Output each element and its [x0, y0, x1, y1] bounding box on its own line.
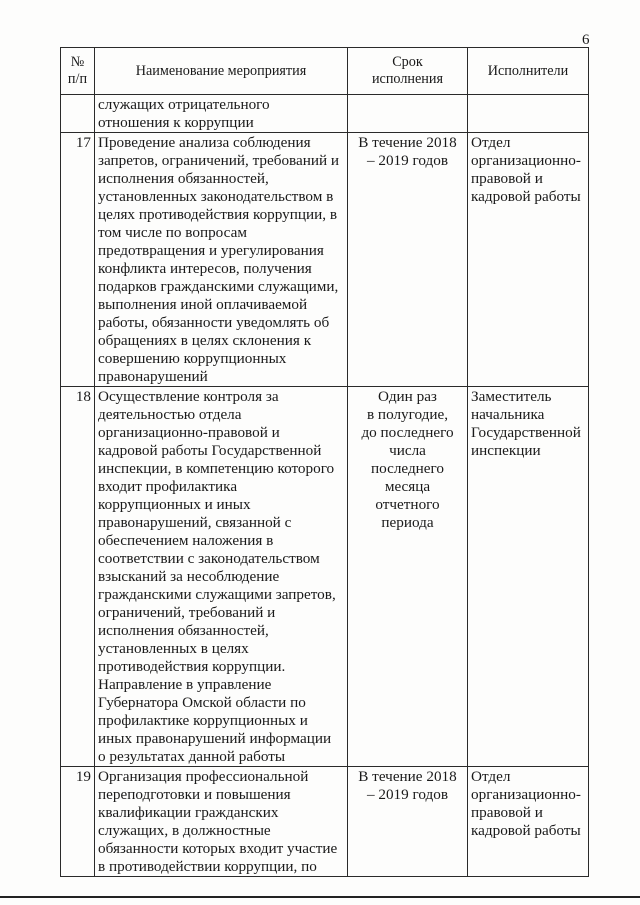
table-body	[61, 95, 589, 877]
measure-name-line: Организация профессиональной	[98, 768, 309, 785]
measure-name-line: предотвращения и урегулирования	[98, 242, 324, 259]
measure-name-line: Направление в управление	[98, 676, 272, 693]
executors-line: Заместитель	[471, 388, 552, 405]
measure-name-line: правонарушений	[98, 368, 208, 385]
executors-cell	[468, 133, 589, 387]
deadline-cell	[348, 767, 468, 877]
measure-name-line: запретов, ограничений, требований и	[98, 152, 340, 169]
measure-name-line: конфликта интересов, получения	[98, 260, 312, 277]
deadline-cell	[348, 387, 468, 767]
header-exec	[468, 48, 589, 95]
measure-name-line: обязанности которых входит участие	[98, 840, 338, 857]
executors-cell	[468, 767, 589, 877]
measure-name-line: в противодействии коррупции, по	[98, 858, 317, 875]
measure-name-line: входит профилактика	[98, 478, 238, 495]
executors-line: Отдел	[471, 134, 511, 151]
measure-name-line: установленных в целях	[98, 640, 249, 657]
executors-cell	[468, 387, 589, 767]
executors-line: кадровой работы	[471, 822, 581, 839]
header-name-line: Наименование мероприятия	[135, 62, 307, 79]
measure-name-line: Губернатора Омской области по	[98, 694, 306, 711]
measure-name-line: Проведение анализа соблюдения	[98, 134, 311, 151]
table-row	[61, 133, 589, 387]
row-number: 19	[61, 767, 95, 877]
deadline-line: В течение 2018	[358, 134, 457, 151]
deadline-line: в полугодие,	[366, 406, 449, 423]
measure-name-line: установленных законодательством в	[98, 188, 334, 205]
measure-name-line: противодействия коррупции.	[98, 658, 286, 675]
measure-name-line: ограничений, требований и	[98, 604, 276, 621]
executors-line: кадровой работы	[471, 188, 581, 205]
executors-line: организационно-	[471, 152, 581, 169]
deadline-cell	[348, 95, 468, 133]
deadline-line: отчетного	[375, 496, 440, 513]
measure-name-line: исполнения обязанностей,	[98, 170, 269, 187]
bottom-scan-border	[0, 896, 640, 898]
header-num-line: №	[70, 54, 85, 70]
deadline-line: последнего	[370, 460, 444, 477]
executors-cell	[468, 95, 589, 133]
executors-line: организационно-	[471, 786, 581, 803]
measure-name-line: работы, обязанности уведомлять об	[98, 314, 330, 331]
measure-name-line: целях противодействия коррупции, в	[98, 206, 338, 223]
measure-name-line: выполнения иной оплачиваемой	[98, 296, 308, 313]
executors-line: правовой и	[471, 170, 543, 187]
measure-name-line: подарков гражданскими служащими,	[98, 278, 339, 295]
measure-name-line: правонарушений, связанной с	[98, 514, 292, 531]
deadline-line: В течение 2018	[358, 768, 457, 785]
row-number	[61, 95, 95, 133]
executors-line: инспекции	[471, 442, 541, 459]
measure-name-line: кадровой работы Государственной	[98, 442, 322, 459]
measure-name-line: квалификации гражданских	[98, 804, 279, 821]
header-num-line: п/п	[67, 71, 88, 87]
row-number: 18	[61, 387, 95, 767]
measure-name-line: организационно-правовой и	[98, 424, 280, 441]
measure-name-cell	[95, 133, 348, 387]
measure-name-line: переподготовки и повышения	[98, 786, 291, 803]
measure-name-line: соответствии с законодательством	[98, 550, 320, 567]
deadline-line: – 2019 годов	[366, 786, 449, 803]
header-term	[348, 48, 468, 95]
header-term-line: Срок	[392, 54, 423, 70]
measure-name-line: исполнения обязанностей,	[98, 622, 269, 639]
executors-line: Государственной	[471, 424, 581, 441]
measure-name-cell	[95, 95, 348, 133]
page-number: 6	[582, 32, 590, 48]
measure-name-line: иных правонарушений информации	[98, 730, 332, 747]
table-row	[61, 767, 589, 877]
measure-name-cell	[95, 767, 348, 877]
executors-line: начальника	[471, 406, 545, 423]
measure-name-line: деятельностью отдела	[98, 406, 242, 423]
measure-name-line: коррупционных и иных	[98, 496, 251, 513]
executors-line: правовой и	[471, 804, 543, 821]
deadline-line: – 2019 годов	[366, 152, 449, 169]
measure-name-line: Осуществление контроля за	[98, 388, 279, 405]
header-exec-line: Исполнители	[487, 62, 569, 79]
measure-name-line: том числе по вопросам	[98, 224, 247, 241]
row-number: 17	[61, 133, 95, 387]
deadline-line: числа	[389, 442, 426, 459]
measure-name-line: служащих, в должностные	[98, 822, 271, 839]
table-row	[61, 95, 589, 133]
measure-name-line: служащих отрицательного	[98, 96, 270, 113]
deadline-line: месяца	[384, 478, 431, 495]
measure-name-line: профилактике коррупционных и	[98, 712, 308, 729]
measure-name-cell	[95, 387, 348, 767]
measure-name-line: обращениях в целях склонения к	[98, 332, 312, 349]
table-row	[61, 387, 589, 767]
deadline-line: периода	[381, 514, 434, 531]
deadline-cell	[348, 133, 468, 387]
measure-name-line: обеспечением наложения в	[98, 532, 274, 549]
executors-line: Отдел	[471, 768, 511, 785]
measure-name-line: о результатах данной работы	[98, 748, 286, 765]
measure-name-line: гражданскими служащими запретов,	[98, 586, 336, 603]
header-num	[61, 48, 95, 95]
measure-name-line: взысканий за несоблюдение	[98, 568, 280, 585]
measure-name-line: совершению коррупционных	[98, 350, 287, 367]
header-name	[95, 48, 348, 95]
header-term-line: исполнения	[371, 71, 444, 87]
measures-table	[60, 47, 589, 877]
deadline-line: до последнего	[361, 424, 454, 441]
measure-name-line: инспекции, в компетенцию которого	[98, 460, 335, 477]
measure-name-line: отношения к коррупции	[98, 114, 254, 131]
deadline-line: Один раз	[378, 388, 437, 405]
table-header-row	[61, 48, 589, 95]
